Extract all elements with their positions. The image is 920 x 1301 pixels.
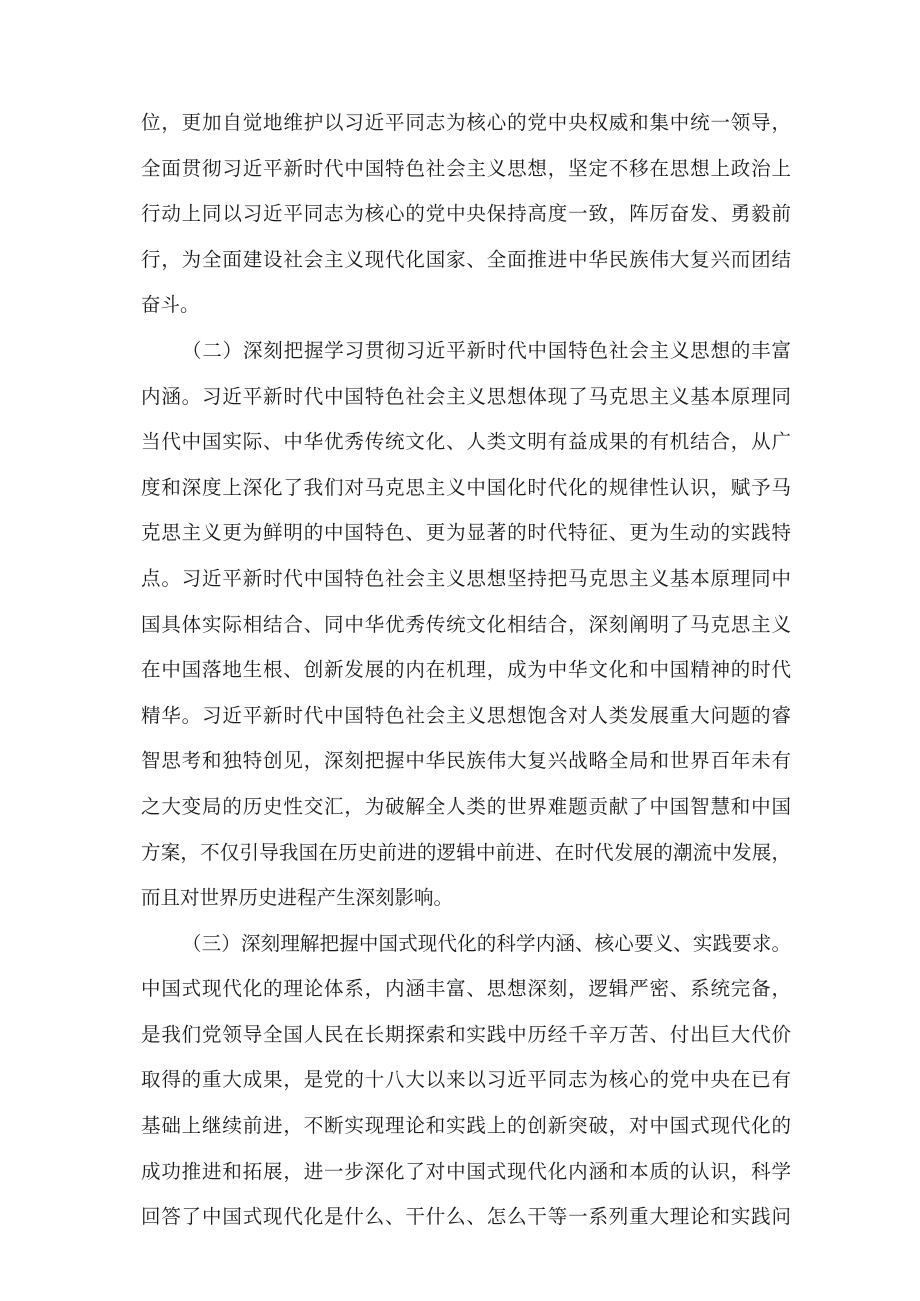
text-line: 方案，不仅引导我国在历史前进的逻辑中前进、在时代发展的潮流中发展， [141, 840, 791, 864]
paragraph [141, 921, 791, 1240]
paragraph-heading-line: （三）深刻理解把握中国式现代化的科学内涵、核心要义、实践要求。 [182, 931, 791, 955]
paragraph [141, 328, 791, 921]
text-line: 奋斗。 [141, 293, 200, 317]
text-line: 成功推进和拓展，进一步深化了对中国式现代化内涵和本质的认识，科学 [141, 1159, 791, 1183]
text-line: 当代中国实际、中华优秀传统文化、人类文明有益成果的有机结合，从广 [141, 430, 791, 454]
paragraph [141, 100, 791, 328]
text-line: 国具体实际相结合、同中华优秀传统文化相结合，深刻阐明了马克思主义 [141, 612, 791, 636]
text-line: 位，更加自觉地维护以习近平同志为核心的党中央权威和集中统一领导， [141, 111, 791, 134]
text-line: 取得的重大成果，是党的十八大以来以习近平同志为核心的党中央在已有 [141, 1068, 791, 1092]
text-line: 之大变局的历史性交汇，为破解全人类的世界难题贡献了中国智慧和中国 [141, 794, 791, 818]
text-line: 行动上同以习近平同志为核心的党中央保持高度一致，阵厉奋发、勇毅前 [141, 202, 791, 226]
text-line: 在中国落地生根、创新发展的内在机理，成为中华文化和中国精神的时代 [141, 658, 791, 682]
paragraph-heading-line: （二）深刻把握学习贯彻习近平新时代中国特色社会主义思想的丰富 [182, 338, 791, 362]
text-line: 是我们党领导全国人民在长期探索和实践中历经千辛万苦、付出巨大代价 [141, 1022, 791, 1046]
text-line: 回答了中国式现代化是什么、干什么、怎么干等一系列重大理论和实践问 [141, 1205, 791, 1229]
text-line: 度和深度上深化了我们对马克思主义中国化时代化的规律性认识，赋予马 [141, 475, 791, 499]
text-line: 克思主义更为鲜明的中国特色、更为显著的时代特征、更为生动的实践特 [141, 521, 791, 545]
text-line: 而且对世界历史进程产生深刻影响。 [141, 886, 454, 910]
text-line: 点。习近平新时代中国特色社会主义思想坚持把马克思主义基本原理同中 [141, 566, 791, 590]
text-line: 内涵。习近平新时代中国特色社会主义思想体现了马克思主义基本原理同 [141, 384, 791, 408]
text-line: 行，为全面建设社会主义现代化国家、全面推进中华民族伟大复兴而团结 [141, 247, 791, 271]
text-line: 精华。习近平新时代中国特色社会主义思想饱含对人类发展重大问题的睿 [141, 703, 791, 727]
text-line: 全面贯彻习近平新时代中国特色社会主义思想，坚定不移在思想上政治上 [141, 156, 791, 180]
text-line: 智思考和独特创见，深刻把握中华民族伟大复兴战略全局和世界百年未有 [141, 749, 791, 773]
text-line: 中国式现代化的理论体系，内涵丰富、思想深刻，逻辑严密、系统完备， [141, 977, 791, 1001]
text-line: 基础上继续前进，不断实现理论和实践上的创新突破，对中国式现代化的 [141, 1114, 791, 1138]
document-body [141, 100, 791, 1240]
